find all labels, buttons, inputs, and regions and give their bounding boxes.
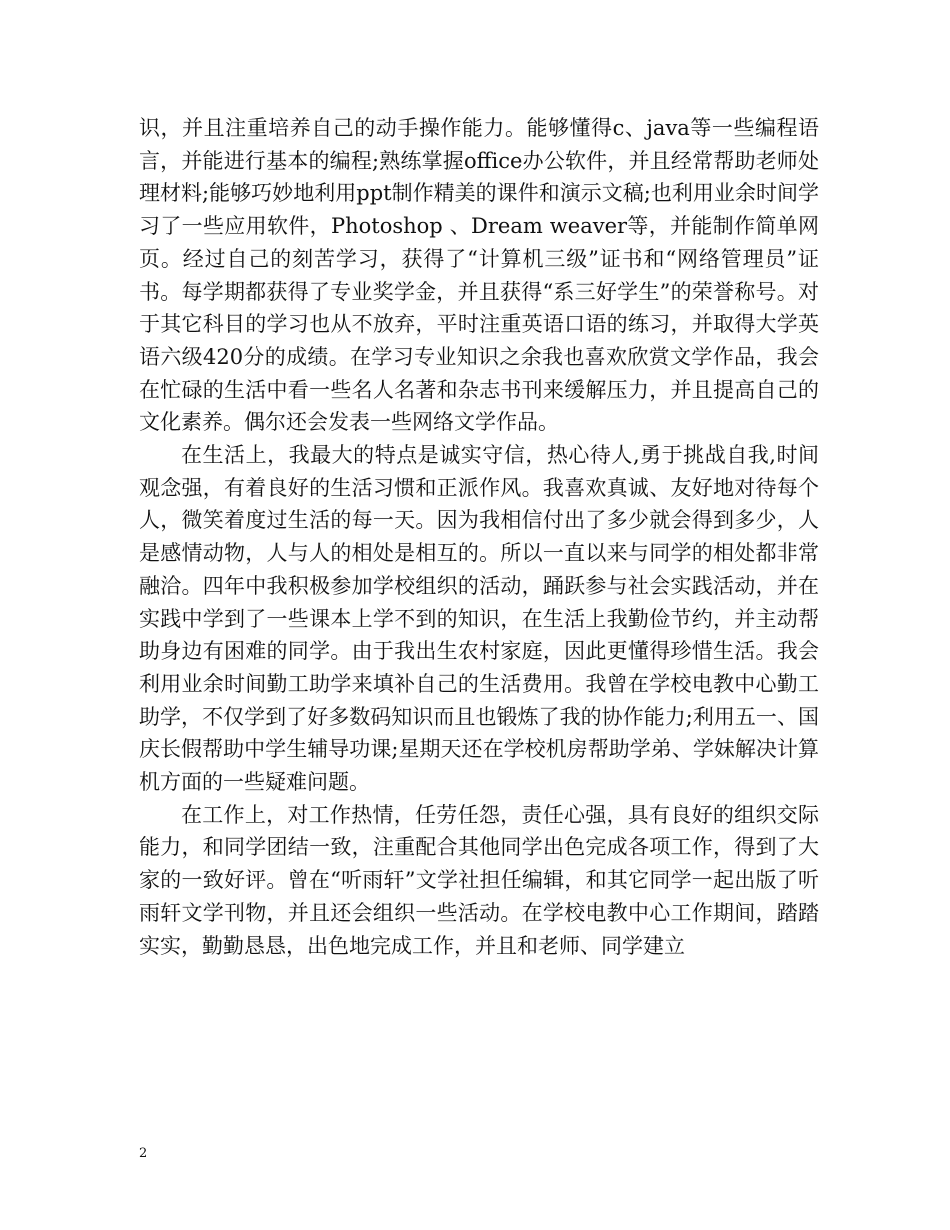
paragraph-life: 在生活上，我最大的特点是诚实守信，热心待人,勇于挑战自我,时间观念强，有着良好的生活习惯和正派作风。我喜欢真诚、友好地对待每个人，微笑着度过生活的每一天。因为我相信付出了多少就会得到多少，人是感情动物，人与人的相处是相互的。所以一直以来与同学的相处都非常融洽。四年中我积极参加学校组织的活动，踊跃参与社会实践活动，并在实践中学到了一些课本上学不到的知识，在生活上我勤俭节约，并主动帮助身边有困难的同学。由于我出生农村家庭，因此更懂得珍惜生活。我会利用业余时间勤工助学来填补自己的生活费用。我曾在学校电教中心勤工助学，不仅学到了好多数码知识而且也锻炼了我的协作能力;利用五一、国庆长假帮助中学生辅导功课;星期天还在学校机房帮助学弟、学妹解决计算机方面的一些疑难问题。 xyxy=(139,443,819,795)
page-number: 2 xyxy=(139,1146,148,1161)
paragraph-study-continued: 识，并且注重培养自己的动手操作能力。能够懂得c、java等一些编程语言，并能进行基本的编程;熟练掌握office办公软件，并且经常帮助老师处理材料;能够巧妙地利用ppt制作精美的课件和演示文稿;也利用业余时间学习了一些应用软件，Photoshop 、Dream weaver等，并能制作简单网页。经过自己的刻苦学习，获得了“计算机三级”证书和“网络管理员”证书。每学期都获得了专业奖学金，并且获得“系三好学生”的荣誉称号。对于其它科目的学习也从不放弃，平时注重英语口语的练习，并取得大学英语六级420分的成绩。在学习专业知识之余我也喜欢欣赏文学作品，我会在忙碌的生活中看一些名人名著和杂志书刊来缓解压力，并且提高自己的文化素养。偶尔还会发表一些网络文学作品。 xyxy=(139,116,819,435)
document-body xyxy=(139,112,819,962)
paragraph-work: 在工作上，对工作热情，任劳任怨，责任心强，具有良好的组织交际能力，和同学团结一致，注重配合其他同学出色完成各项工作，得到了大家的一致好评。曾在“听雨轩”文学社担任编辑，和其它同学一起出版了听雨轩文学刊物，并且还会组织一些活动。在学校电教中心工作期间，踏踏实实，勤勤恳恳，出色地完成工作，并且和老师、同学建立 xyxy=(139,802,819,958)
